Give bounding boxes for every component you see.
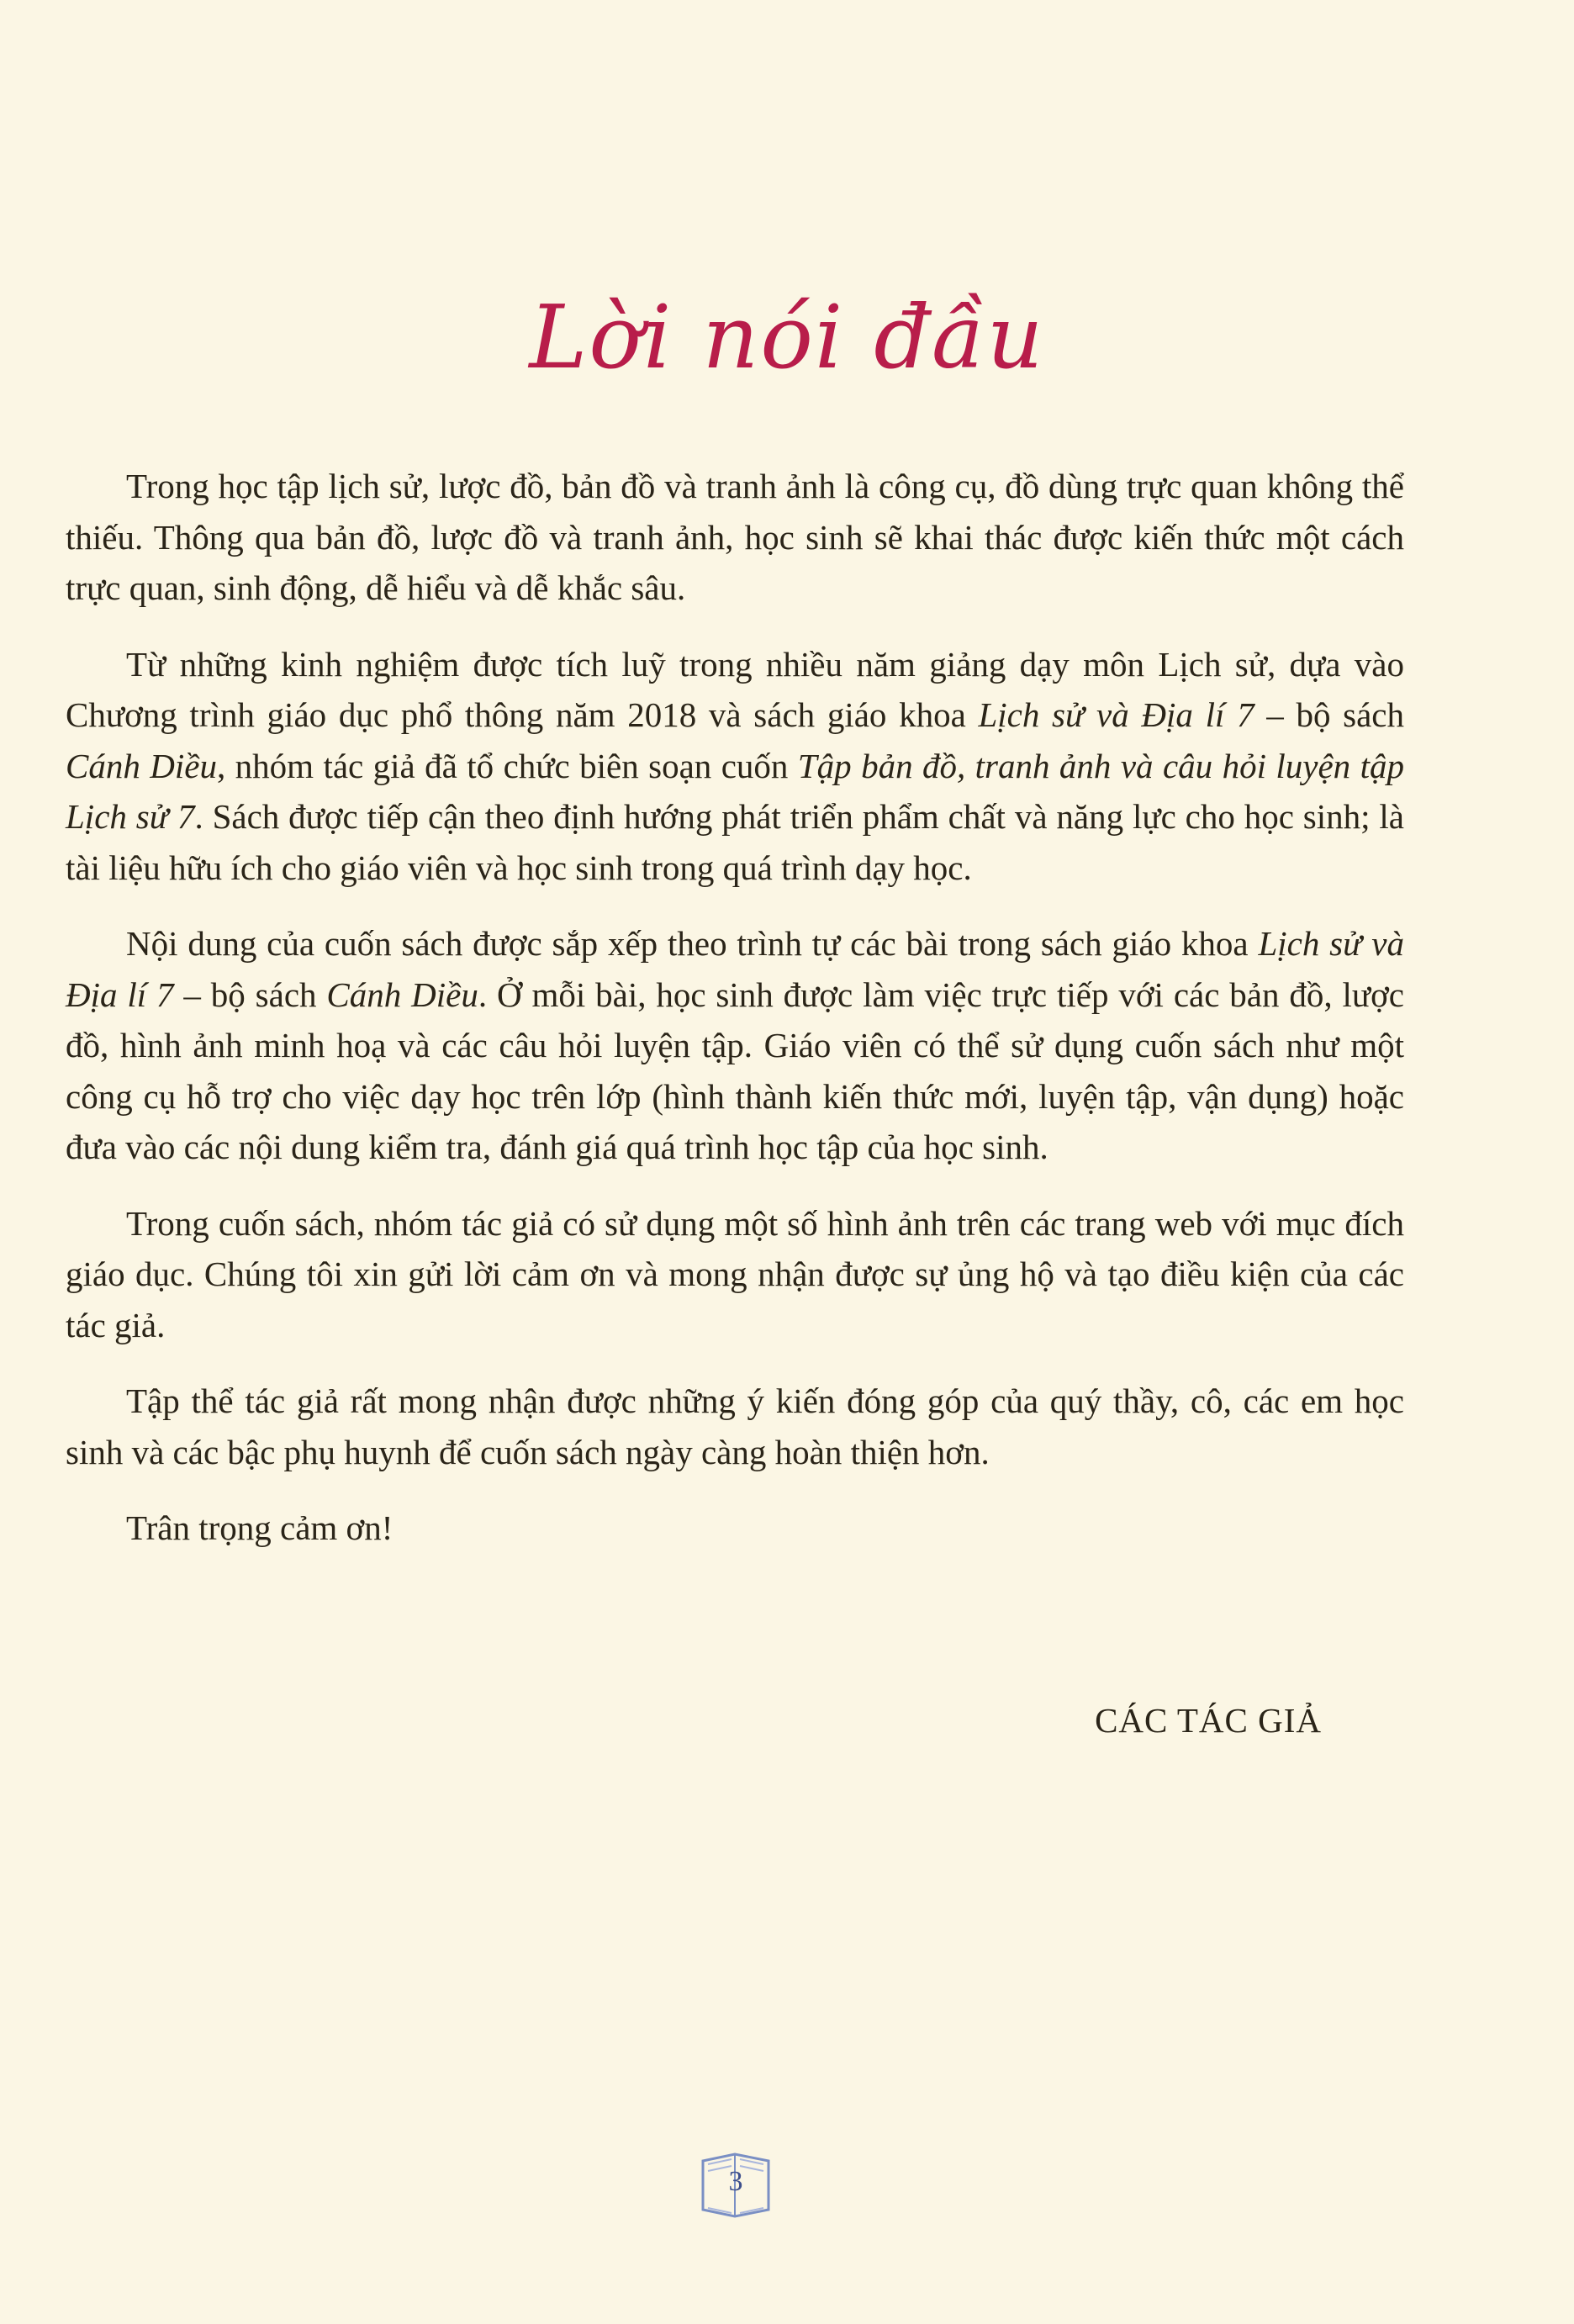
paragraph-2-text: , nhóm tác giả đã tổ chức biên soạn cuốn: [216, 746, 798, 785]
author-signature: CÁC TÁC GIẢ: [1095, 1701, 1322, 1740]
series-name: Cánh Diều: [66, 746, 217, 785]
paragraph-3-text: – bộ sách: [173, 974, 327, 1014]
preface-body: [66, 461, 1404, 1579]
paragraph-5: Tập thể tác giả rất mong nhận được những ý kiến đóng góp của quý thầy, cô, các em học sinh và các bậc phụ huynh để cuốn sách ngày càng hoàn thiện hơn.: [66, 1381, 1404, 1471]
paragraph-3-text: Nội dung của cuốn sách được sắp xếp theo trình tự các bài trong sách giáo khoa: [126, 924, 1259, 963]
paragraph-2-text: . Sách được tiếp cận theo định hướng phát triển phẩm chất và năng lực cho học sinh; là tài liệu hữu ích cho giáo viên và học sinh trong quá trình dạy học.: [66, 797, 1404, 887]
paragraph-2: [66, 639, 1404, 894]
paragraph-2-text: Từ những kinh nghiệm được tích luỹ trong nhiều năm giảng dạy môn Lịch sử, dựa vào Chương trình giáo dục phổ thông năm 2018 và sách giáo khoa: [66, 644, 1404, 734]
paragraph-3: [66, 918, 1404, 1173]
textbook-title: Lịch sử và Địa lí 7: [978, 695, 1254, 734]
page-number: 3: [728, 2166, 743, 2197]
thanks-line: Trân trọng cảm ơn!: [126, 1508, 394, 1547]
paragraph-1: Trong học tập lịch sử, lược đồ, bản đồ và tranh ảnh là công cụ, đồ dùng trực quan không thể thiếu. Thông qua bản đồ, lược đồ và tranh ảnh, học sinh sẽ khai thác được kiến thức một cách trực quan, sinh động, dễ hiểu và dễ khắc sâu.: [66, 467, 1404, 607]
paragraph-4: Trong cuốn sách, nhóm tác giả có sử dụng một số hình ảnh trên các trang web với mục đích giáo dục. Chúng tôi xin gửi lời cảm ơn và mong nhận được sự ủng hộ và tạo điều kiện của các tác giả.: [66, 1203, 1404, 1344]
paragraph-3-text: . Ở mỗi bài, học sinh được làm việc trực tiếp với các bản đồ, lược đồ, hình ảnh minh hoạ và các câu hỏi luyện tập. Giáo viên có thể sử dụng cuốn sách như một công cụ hỗ trợ cho việc dạy học trên lớp (hình thành kiến thức mới, luyện tập, vận dụng) hoặc đưa vào các nội dung kiểm tra, đánh giá quá trình học tập của học sinh.: [66, 974, 1404, 1166]
book-title: Tập bản đồ, tranh ảnh và câu hỏi luyện tập Lịch sử 7: [66, 746, 1404, 836]
paragraph-2-text: – bộ sách: [1254, 695, 1404, 734]
page-number-badge: [698, 2149, 774, 2220]
series-name: Cánh Diều: [326, 974, 478, 1014]
textbook-title: Lịch sử và Địa lí 7: [66, 924, 1404, 1014]
page-title: Lời nói đầu: [529, 286, 1045, 388]
